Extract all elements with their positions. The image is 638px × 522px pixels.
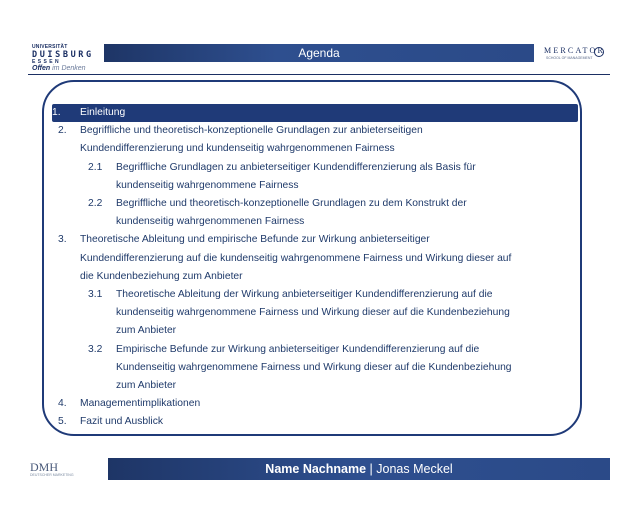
agenda-item (58, 231, 578, 249)
agenda-box (42, 80, 582, 436)
agenda-item-text: Begriffliche und theoretisch-konzeptionelle Grundlagen zu dem Konstrukt der (116, 198, 467, 210)
mercator-logo (544, 46, 608, 64)
agenda-item-text: Kundendifferenzierung auf die kundenseitig wahrgenommene Fairness und Wirkung dieser auf (80, 252, 512, 264)
agenda-item-text: Empirische Befunde zur Wirkung anbieterseitiger Kundendifferenzierung auf die (116, 343, 480, 355)
footer-bar (108, 458, 610, 480)
agenda-item (52, 104, 578, 122)
agenda-item (58, 140, 578, 158)
agenda-item-text: Begriffliche und theoretisch-konzeptionelle Grundlagen zur anbieterseitigen (80, 125, 423, 137)
slide-title: Agenda (298, 46, 340, 60)
header-divider (28, 74, 610, 75)
footer-author: Jonas Meckel (376, 462, 453, 476)
uni-logo-top: UNIVERSITÄT (32, 44, 68, 50)
agenda-item-number: 3.1 (88, 289, 103, 301)
agenda-item (58, 268, 578, 286)
agenda-item (58, 177, 578, 195)
agenda-item-text: Managementimplikationen (80, 398, 201, 410)
agenda-item-text: kundenseitig wahrgenommene Fairness und Wirkung dieser auf die Kundenbeziehung (116, 307, 510, 319)
dmh-logo-text: DMH (30, 460, 59, 474)
title-bar (104, 44, 534, 62)
agenda-item (58, 395, 578, 413)
tagline-strong: Offen (32, 65, 51, 72)
agenda-item-text: kundenseitig wahrgenommenen Fairness (116, 216, 305, 228)
agenda-item-text: Theoretische Ableitung der Wirkung anbieterseitiger Kundendifferenzierung auf die (116, 289, 493, 301)
agenda-item-number: 1. (52, 107, 61, 118)
agenda-item (58, 286, 578, 304)
agenda-item-number: 4. (58, 398, 67, 410)
mercator-logo-text: MERCATOR (544, 46, 606, 55)
agenda-item-text: Theoretische Ableitung und empirische Befunde zur Wirkung anbieterseitiger (80, 234, 430, 246)
agenda-item (58, 195, 578, 213)
agenda-item-number: 5. (58, 416, 67, 428)
agenda-item-text: die Kundenbeziehung zum Anbieter (80, 270, 243, 282)
agenda-item-text: Fazit und Ausblick (80, 416, 163, 428)
agenda-item (58, 341, 578, 359)
agenda-item-number: 3. (58, 234, 67, 246)
agenda-item-text: zum Anbieter (116, 380, 177, 392)
agenda-item-text: Einleitung (80, 107, 126, 118)
agenda-item (58, 159, 578, 177)
agenda-item-number: 2.2 (88, 198, 103, 210)
agenda-item-text: Begriffliche Grundlagen zu anbieterseitiger Kundendifferenzierung als Basis für (116, 161, 476, 173)
dmh-logo (30, 458, 90, 478)
slide (28, 40, 610, 488)
footer-text (108, 462, 610, 476)
agenda-item (58, 359, 578, 377)
university-logo (32, 44, 106, 64)
tagline-rest: im Denken (52, 65, 86, 72)
agenda-item-text: Kundendifferenzierung und kundenseitig wahrgenommenen Fairness (80, 143, 395, 155)
agenda-item-number: 2. (58, 125, 67, 137)
agenda-item (58, 122, 578, 140)
globe-icon (594, 47, 604, 57)
agenda-item-text: kundenseitig wahrgenommene Fairness (116, 179, 299, 191)
mercator-logo-sub: SCHOOL OF MANAGEMENT (546, 56, 593, 60)
agenda-item (58, 213, 578, 231)
agenda-item-number: 3.2 (88, 343, 103, 355)
agenda-item (58, 250, 578, 268)
agenda-item (58, 377, 578, 395)
footer-name: Name Nachname (265, 462, 367, 476)
dmh-logo-sub: DEUTSCHER MARKETING (30, 473, 74, 477)
agenda-item (58, 413, 578, 431)
footer-separator: | (366, 462, 377, 476)
uni-logo-bottom: ESSEN (32, 59, 61, 65)
agenda-item (58, 304, 578, 322)
tagline (32, 65, 86, 72)
agenda-item-number: 2.1 (88, 161, 103, 173)
slide-header (28, 40, 610, 70)
agenda-item-text: zum Anbieter (116, 325, 177, 337)
agenda-item (58, 322, 578, 340)
agenda-list (52, 104, 578, 432)
agenda-item-text: Kundenseitig wahrgenommene Fairness und Wirkung dieser auf die Kundenbeziehung (116, 361, 512, 373)
uni-logo-mid: DUISBURG (32, 50, 94, 60)
